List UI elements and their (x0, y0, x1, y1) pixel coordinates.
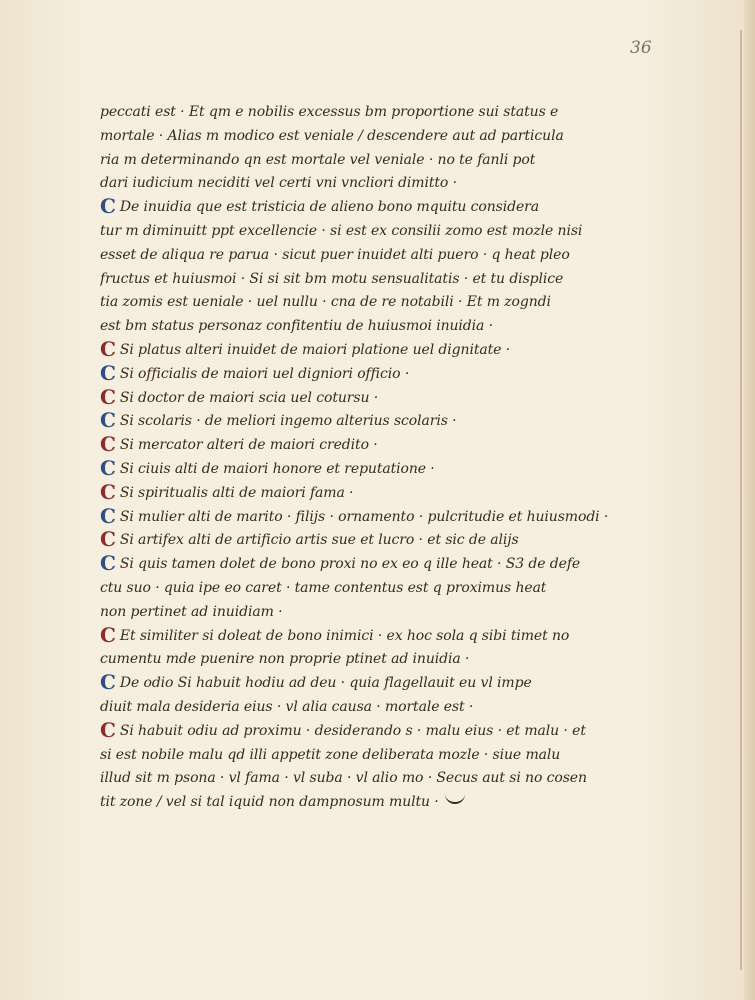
line-text: Si quis tamen dolet de bono proxi no ex eo q ille heat · S3 de defe (119, 556, 581, 573)
manuscript-line (100, 338, 510, 362)
page-edge (744, 0, 755, 1000)
line-text: cumentu mde puenire non proprie ptinet ad inuidia · (100, 651, 470, 668)
folio-number: 36 (630, 38, 652, 58)
decorated-initial: C (100, 528, 116, 552)
decorated-initial: C (100, 409, 116, 433)
manuscript-line (100, 719, 586, 743)
manuscript-line (100, 552, 580, 576)
line-text: non pertinet ad inuidiam · (100, 603, 283, 620)
decorated-initial: C (100, 385, 116, 409)
decorated-initial: C (100, 623, 116, 647)
manuscript-line (100, 314, 493, 338)
line-text: Si habuit odiu ad proximu · desiderando s · malu eius · et malu · et (119, 722, 586, 739)
manuscript-line (100, 624, 569, 648)
manuscript-line (100, 505, 608, 529)
margin-rule (740, 30, 742, 970)
line-text: Si spiritualis alti de maiori fama · (119, 484, 354, 501)
manuscript-line (100, 195, 539, 219)
manuscript-line (100, 243, 570, 267)
manuscript-line (100, 362, 409, 386)
manuscript-line (100, 600, 282, 624)
manuscript-line (100, 171, 457, 195)
line-text: Si mulier alti de marito · filijs · ornamento · pulcritudie et huiusmodi · (119, 508, 609, 525)
line-end-flourish (445, 794, 465, 804)
line-text: Si artifex alti de artificio artis sue et lucro · et sic de alijs (119, 532, 519, 549)
manuscript-line (100, 290, 551, 314)
manuscript-line (100, 433, 378, 457)
line-text: tur m diminuitt ppt excellencie · si est ex consilii zomo est mozle nisi (100, 223, 583, 239)
line-text: De odio Si habuit hodiu ad deu · quia flagellauit eu vl impe (119, 675, 532, 692)
line-text: De inuidia que est tristicia de alieno bono mquitu considera (119, 199, 539, 216)
decorated-initial: C (100, 338, 116, 361)
manuscript-line (100, 100, 558, 124)
line-text: esset de aliqua re parua · sicut puer inuidet alti puero · q heat pleo (100, 246, 570, 263)
line-text: dari iudicium neciditi vel certi vni vncliori dimitto · (100, 175, 457, 192)
manuscript-line (100, 267, 563, 291)
line-text: Si ciuis alti de maiori honore et reputatione · (119, 461, 435, 477)
manuscript-line (100, 790, 465, 814)
manuscript-line (100, 743, 560, 767)
manuscript-line (100, 457, 435, 481)
decorated-initial: C (100, 457, 116, 480)
line-text: Et similiter si doleat de bono inimici · ex hoc sola q sibi timet no (119, 627, 570, 644)
line-text: diuit mala desideria eius · vl alia causa · mortale est · (100, 699, 474, 715)
line-text: tia zomis est ueniale · uel nullu · cna de re notabili · Et m zogndi (100, 294, 551, 311)
manuscript-line (100, 647, 469, 671)
line-text: peccati est · Et qm e nobilis excessus bm proportione sui status e (100, 104, 559, 120)
line-text: si est nobile malu qd illi appetit zone deliberata mozle · siue malu (100, 746, 561, 763)
line-text: illud sit m psona · vl fama · vl suba · vl alio mo · Secus aut si no cosen (100, 770, 587, 787)
line-text: tit zone / vel si tal iquid non dampnosum multu · (100, 794, 439, 811)
decorated-initial: C (100, 504, 116, 528)
manuscript-line (100, 528, 519, 552)
manuscript-line (100, 386, 378, 410)
line-text: Si doctor de maiori scia uel cotursu · (119, 389, 379, 406)
decorated-initial: C (100, 433, 116, 457)
decorated-initial: C (100, 195, 116, 219)
line-text: Si mercator alteri de maiori credito · (119, 437, 378, 454)
line-text: Si officialis de maiori uel digniori officio · (119, 365, 410, 382)
decorated-initial: C (100, 552, 116, 576)
manuscript-line (100, 148, 535, 172)
line-text: ria m determinando qn est mortale vel veniale · no te fanli pot (100, 151, 536, 168)
manuscript-line (100, 481, 353, 505)
manuscript-line (100, 124, 564, 148)
line-text: ctu suo · quia ipe eo caret · tame contentus est q proximus heat (100, 580, 547, 596)
decorated-initial: C (100, 361, 116, 385)
manuscript-line (100, 766, 587, 790)
line-text: mortale · Alias m modico est veniale / descendere aut ad particula (100, 127, 564, 144)
decorated-initial: C (100, 480, 116, 504)
manuscript-line (100, 409, 456, 433)
line-text: Si scolaris · de meliori ingemo alterius scolaris · (119, 413, 457, 430)
manuscript-line (100, 695, 473, 719)
manuscript-line (100, 219, 582, 243)
decorated-initial: C (100, 718, 116, 742)
manuscript-line (100, 671, 532, 695)
line-text: Si platus alteri inuidet de maiori platione uel dignitate · (119, 342, 511, 358)
manuscript-line (100, 576, 546, 600)
line-text: fructus et huiusmoi · Si si sit bm motu sensualitatis · et tu displice (100, 270, 564, 287)
decorated-initial: C (100, 671, 116, 695)
line-text: est bm status personaz confitentiu de huiusmoi inuidia · (100, 318, 493, 335)
